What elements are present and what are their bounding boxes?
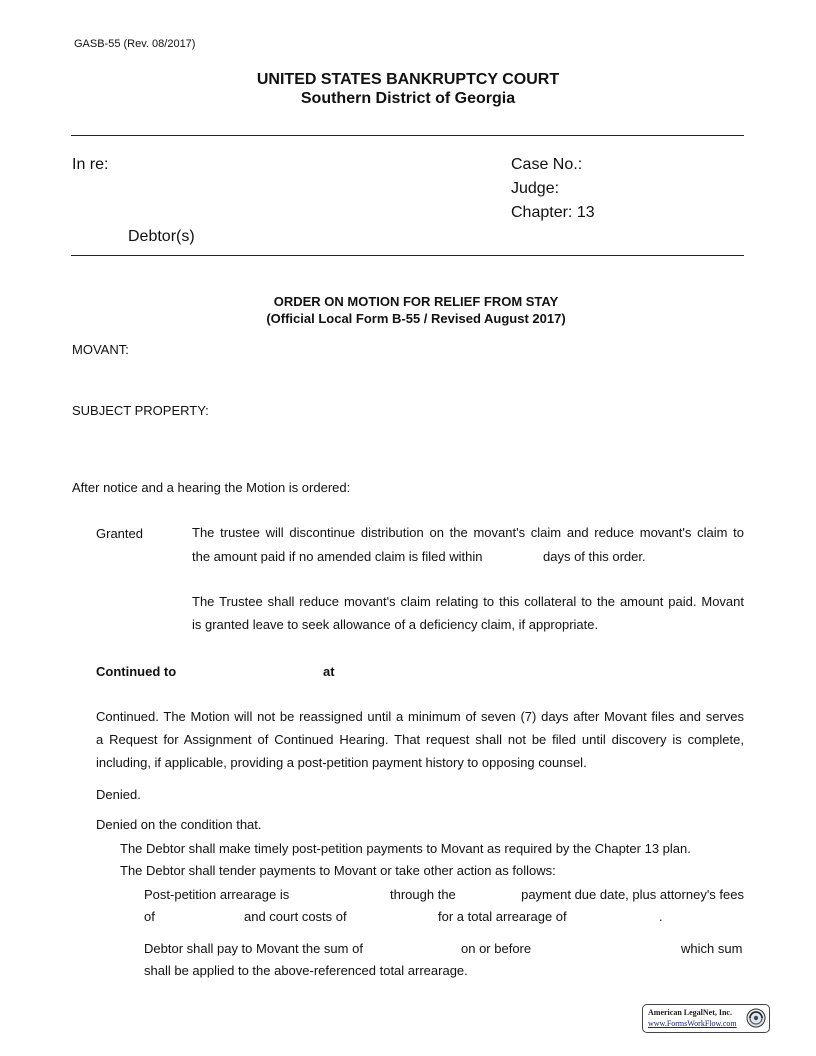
denied-option: Denied. (96, 787, 141, 802)
americanlegalnet-logo[interactable] (642, 1004, 770, 1033)
granted-paragraph-1 (192, 521, 744, 544)
arrearage-through-label: through the (390, 887, 456, 902)
order-title: ORDER ON MOTION FOR RELIEF FROM STAY (273, 294, 559, 309)
granted-p1-line2b: days of this order. (543, 549, 646, 564)
total-arrearage-label: for a total arrearage of (438, 909, 567, 924)
logo-website-link[interactable]: www.FormsWorkFlow.com (648, 1019, 737, 1028)
continued-line2: a Request for Assignment of Continued Hearing. That request shall not be filed until discovery is complete, (96, 732, 744, 747)
globe-icon (746, 1008, 766, 1028)
continued-at-label: at (323, 664, 335, 679)
subject-property-label: SUBJECT PROPERTY: (72, 403, 209, 418)
pay-on-or-before-label: on or before (461, 941, 532, 956)
court-district: Southern District of Georgia (300, 90, 516, 107)
arrearage-of-label: of (144, 909, 155, 924)
granted-p2-line2: is granted leave to seek allowance of a deficiency claim, if appropriate. (192, 617, 599, 632)
court-costs-label: and court costs of (244, 909, 347, 924)
granted-paragraph-2 (192, 590, 744, 636)
continued-paragraph (96, 705, 744, 774)
continued-to-label: Continued to (96, 664, 177, 679)
arrearage-period: . (659, 909, 663, 924)
case-no-label: Case No.: (511, 156, 583, 173)
denied-condition-option: Denied on the condition that. (96, 817, 262, 832)
condition-tender-payments: The Debtor shall tender payments to Movant or take other action as follows: (120, 863, 556, 878)
granted-label: Granted (96, 526, 143, 541)
granted-p1-line1: The trustee will discontinue distribution on the movant's claim and reduce movant's claim to (192, 525, 744, 540)
pay-which-sum-label: which sum (681, 941, 743, 956)
chapter-label: Chapter: 13 (511, 204, 595, 221)
caption-top-rule (71, 135, 744, 136)
arrearage-due-date-text: payment due date, plus attorney's fees (521, 887, 744, 902)
form-id: GASB-55 (Rev. 08/2017) (74, 38, 196, 50)
pay-applied-text: shall be applied to the above-referenced total arrearage. (144, 963, 468, 978)
granted-p1-line2a: the amount paid if no amended claim is filed within (192, 549, 483, 564)
court-name: UNITED STATES BANKRUPTCY COURT (256, 71, 560, 88)
judge-label: Judge: (511, 180, 560, 197)
continued-line1: Continued. The Motion will not be reassigned until a minimum of seven (7) days after Movant files and serves (96, 709, 744, 724)
debtor-label: Debtor(s) (128, 228, 195, 245)
granted-p2-line1: The Trustee shall reduce movant's claim relating to this collateral to the amount paid. Movant (192, 594, 744, 609)
condition-timely-payments: The Debtor shall make timely post-petition payments to Movant as required by the Chapter 13 plan. (120, 841, 691, 856)
logo-company-name: American LegalNet, Inc. (648, 1008, 732, 1017)
caption-bottom-rule (71, 255, 744, 256)
order-intro: After notice and a hearing the Motion is ordered: (72, 480, 351, 495)
arrearage-label: Post-petition arrearage is (144, 887, 290, 902)
continued-line3: including, if applicable, providing a post-petition payment history to opposing counsel. (96, 755, 587, 770)
in-re-label: In re: (72, 156, 109, 173)
movant-label: MOVANT: (72, 342, 129, 357)
pay-sum-label: Debtor shall pay to Movant the sum of (144, 941, 363, 956)
order-subtitle: (Official Local Form B-55 / Revised August 2017) (266, 311, 566, 326)
